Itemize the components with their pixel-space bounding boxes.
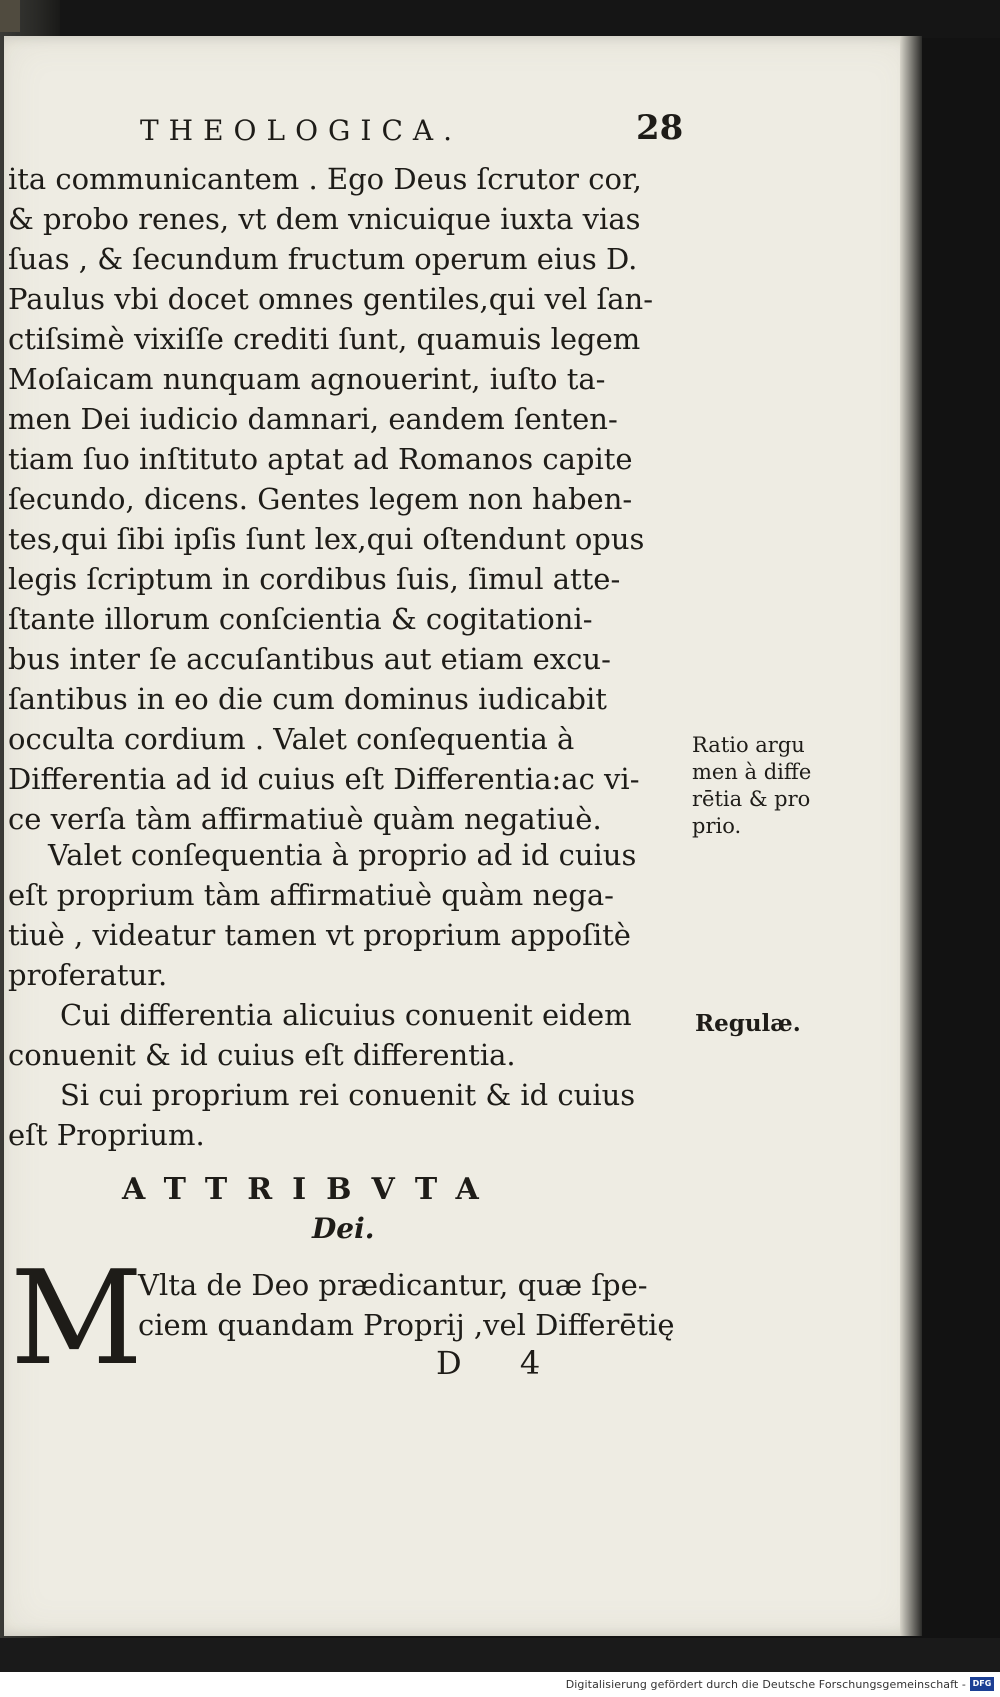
margin-note: prio. [692, 814, 742, 838]
text-line: Si cui proprium rei conuenit & id cuius [60, 1078, 636, 1112]
margin-note: rētia & pro [692, 787, 811, 811]
margin-note-regulae: Regulæ. [695, 1010, 801, 1037]
text-line: men Dei iudicio damnari, eandem ſenten- [8, 402, 618, 436]
text-line: ctiſsimè vixiſſe crediti ſunt, quamuis legem [8, 322, 641, 356]
text-line: bus inter ſe accuſantibus aut etiam excu- [8, 642, 611, 676]
text-line: conuenit & id cuius eſt differentia. [8, 1038, 516, 1072]
text-line: eſt Proprium. [8, 1118, 205, 1152]
margin-note: men à diffe [692, 760, 812, 784]
text-line: ſuas , & ſecundum fructum operum eius D. [8, 242, 638, 276]
text-line: tiuè , videatur tamen vt proprium appoſitè [8, 918, 631, 952]
text-line: ſecundo, dicens. Gentes legem non haben- [8, 482, 633, 516]
text-line: Vlta de Deo prædicantur, quæ ſpe- [138, 1268, 648, 1302]
text-line: Moſaicam nunquam agnouerint, iuſto ta- [8, 362, 606, 396]
scan-bottom-edge [0, 1638, 1000, 1672]
signature-mark: D 4 [436, 1344, 565, 1382]
text-line: eſt proprium tàm affirmatiuè quàm nega- [8, 878, 614, 912]
section-subheading: Dei. [312, 1212, 375, 1245]
drop-cap: M [10, 1242, 144, 1394]
section-heading: ATTRIBVTA [122, 1172, 499, 1207]
text-line: legis ſcriptum in cordibus ſuis, ſimul atte- [8, 562, 621, 596]
text-line: tes,qui ſibi ipſis ſunt lex,qui oſtendunt opus [8, 522, 645, 556]
digitization-credit: Digitalisierung gefördert durch die Deutsche Forschungsgemeinschaft - [565, 1678, 966, 1691]
margin-note: Ratio argu [692, 733, 805, 757]
text-line: occulta cordium . Valet conſequentia à [8, 722, 575, 756]
scan-top-edge [0, 0, 1000, 38]
text-line: Paulus vbi docet omnes gentiles,qui vel ſan- [8, 282, 654, 316]
text-line: ciem quandam Proprij ,vel Differētię [138, 1308, 675, 1342]
text-line: proferatur. [8, 958, 168, 992]
text-line: Cui differentia alicuius conuenit eidem [60, 998, 632, 1032]
text-line: Differentia ad id cuius eſt Differentia:ac vi- [8, 762, 640, 796]
text-line: ce verſa tàm affirmatiuè quàm negatiuè. [8, 802, 602, 836]
dfg-logo: DFG [970, 1677, 994, 1691]
page-number: 28 [636, 108, 684, 148]
text-line: tiam ſuo inſtituto aptat ad Romanos capite [8, 442, 633, 476]
running-head: THEOLOGICA. [140, 114, 463, 147]
text-line: & probo renes, vt dem vnicuique iuxta vias [8, 202, 641, 236]
text-line: ſtante illorum conſcientia & cogitationi- [8, 602, 593, 636]
page-right-edge [900, 36, 922, 1636]
text-line: Valet conſequentia à proprio ad id cuius [48, 838, 637, 872]
text-line: ſantibus in eo die cum dominus iudicabit [8, 682, 607, 716]
text-line: ita communicantem . Ego Deus ſcrutor cor, [8, 162, 642, 196]
scan-corner-mark [0, 0, 20, 32]
